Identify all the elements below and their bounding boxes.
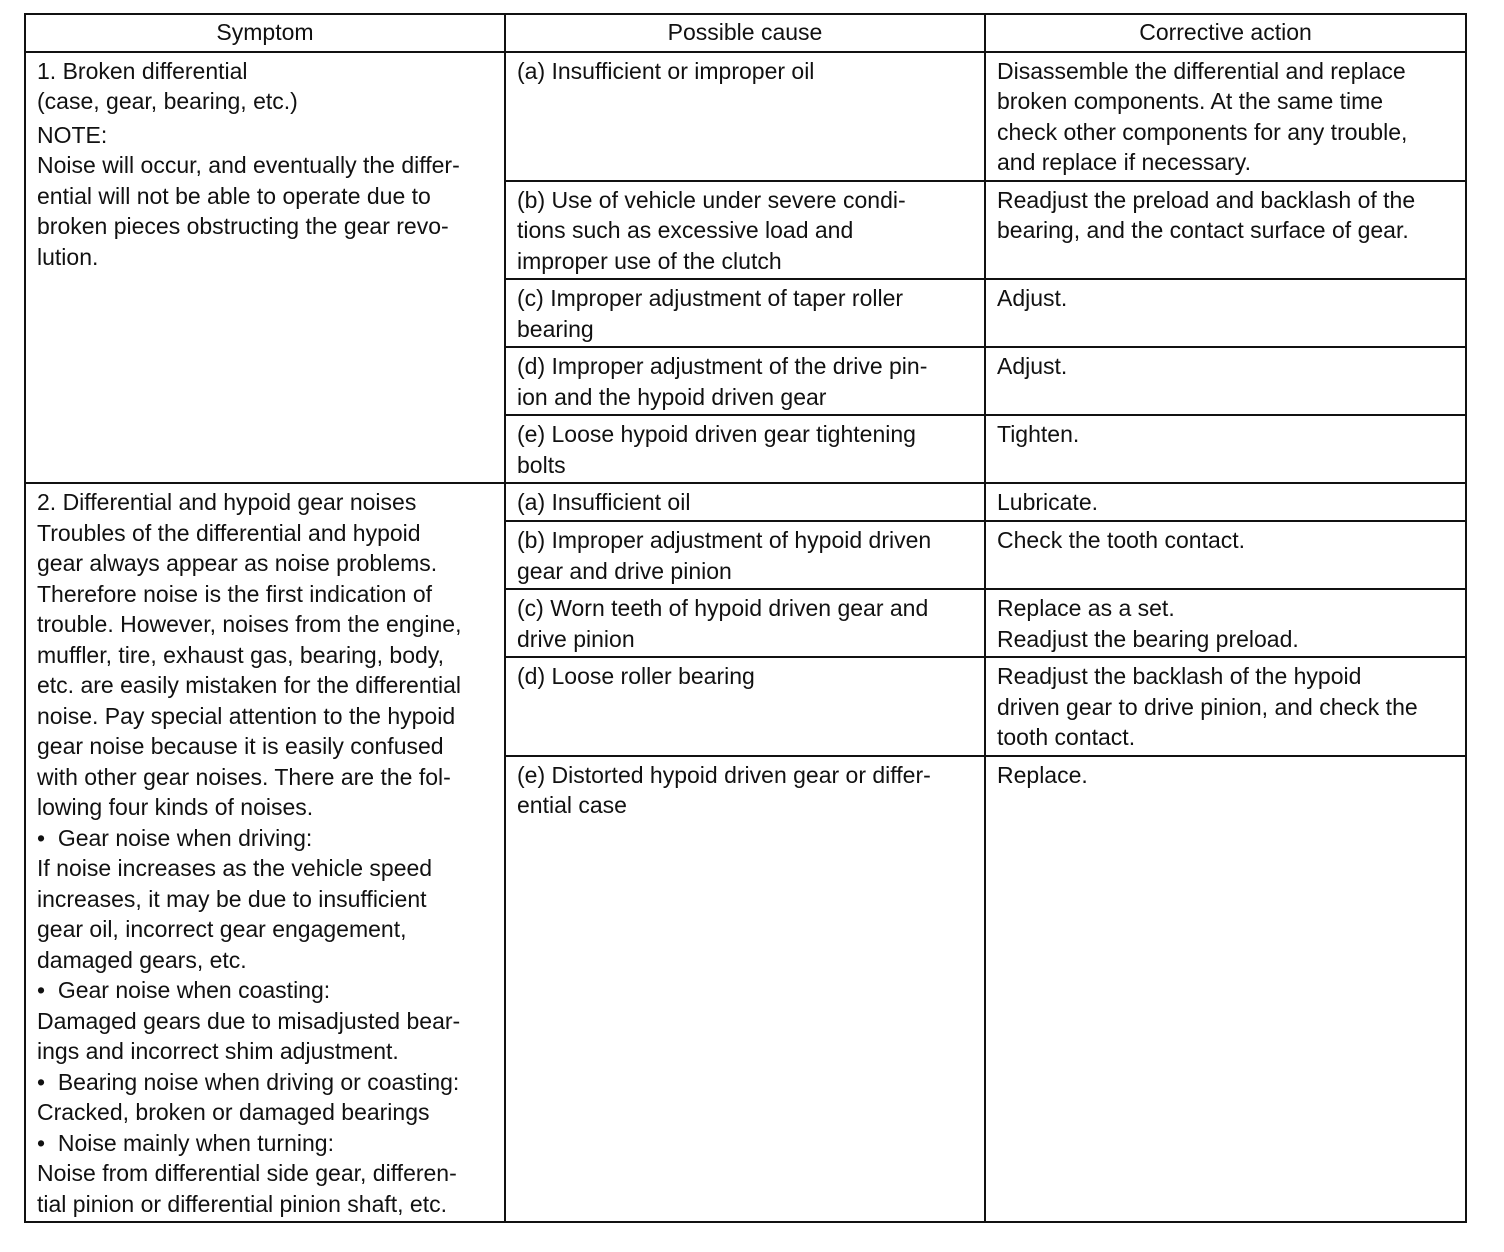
cause-line: improper use of the clutch: [517, 247, 782, 274]
cause-cell: [505, 52, 985, 181]
cause-cell: [505, 756, 985, 1223]
cause-cell: [505, 657, 985, 756]
possible-cause-header: Possible cause: [505, 14, 985, 52]
cause-cell: [505, 589, 985, 657]
symptom-cell-gear-noises: [25, 483, 505, 1222]
symptom-header: Symptom: [25, 14, 505, 52]
symptom-line: gear noise because it is easily confused: [37, 733, 444, 759]
note-line: ential will not be able to operate due to: [37, 182, 431, 209]
cause-line: tions such as excessive load and: [517, 217, 854, 243]
note-line: broken pieces obstructing the gear revo-: [37, 213, 449, 239]
action-line: bearing, and the contact surface of gear.: [997, 217, 1409, 243]
cause-line: (b) Improper adjustment of hypoid driven: [517, 527, 932, 553]
cause-line: drive pinion: [517, 625, 635, 652]
bullet-item: • Gear noise when coasting:: [37, 977, 331, 1003]
action-line: and replace if necessary.: [997, 149, 1251, 175]
action-cell: [985, 657, 1466, 756]
symptom-line: tial pinion or differential pinion shaft, etc.: [37, 1190, 447, 1217]
action-cell: [985, 52, 1466, 181]
symptom-line: Therefore noise is the first indication of: [37, 580, 433, 607]
symptom-line: Troubles of the differential and hypoid: [37, 519, 421, 546]
note-line: Noise will occur, and eventually the differ-: [37, 152, 460, 178]
symptom-line: 2. Differential and hypoid gear noises: [37, 489, 417, 515]
symptom-title-line: (case, gear, bearing, etc.): [37, 88, 298, 114]
action-line: driven gear to drive pinion, and check the: [997, 693, 1418, 720]
cause-line: (a) Insufficient oil: [517, 489, 691, 515]
cause-line: (d) Improper adjustment of the drive pin-: [517, 353, 928, 379]
action-cell: [985, 756, 1466, 1223]
action-line: broken components. At the same time: [997, 88, 1384, 114]
action-line: tooth contact.: [997, 724, 1136, 750]
action-cell: [985, 521, 1466, 589]
cause-cell: [505, 483, 985, 521]
action-cell: [985, 181, 1466, 280]
symptom-line: trouble. However, noises from the engine,: [37, 611, 462, 637]
symptom-line: If noise increases as the vehicle speed: [37, 855, 433, 881]
action-line: Replace.: [997, 761, 1088, 788]
cause-line: gear and drive pinion: [517, 557, 732, 584]
symptom-line: muffler, tire, exhaust gas, bearing, body,: [37, 641, 444, 668]
cause-cell: [505, 181, 985, 280]
action-line: check other components for any trouble,: [997, 118, 1408, 145]
cause-line: (e) Distorted hypoid driven gear or differ-: [517, 761, 931, 788]
cause-cell: [505, 521, 985, 589]
cause-cell: [505, 347, 985, 415]
symptom-line: ings and incorrect shim adjustment.: [37, 1038, 399, 1064]
action-line: Lubricate.: [997, 489, 1099, 515]
cause-line: ential case: [517, 792, 627, 818]
note-label: NOTE:: [37, 121, 108, 148]
symptom-line: Noise from differential side gear, differen-: [37, 1160, 457, 1186]
corrective-action-header: Corrective action: [985, 14, 1466, 52]
cause-line: (a) Insufficient or improper oil: [517, 57, 815, 84]
symptom-line: with other gear noises. There are the fol-: [37, 763, 451, 790]
cause-line: bearing: [517, 315, 594, 342]
cause-line: bolts: [517, 451, 566, 478]
table-row: [25, 483, 1466, 521]
action-line: Disassemble the differential and replace: [997, 57, 1406, 84]
action-line: Check the tooth contact.: [997, 527, 1246, 553]
symptom-line: gear always appear as noise problems.: [37, 550, 438, 576]
action-cell: [985, 589, 1466, 657]
header-row: [25, 14, 1466, 52]
cause-line: (b) Use of vehicle under severe condi-: [517, 186, 906, 213]
symptom-line: Damaged gears due to misadjusted bear-: [37, 1007, 461, 1034]
bullet-item: • Gear noise when driving:: [37, 824, 313, 851]
note-line: lution.: [37, 243, 99, 270]
cause-line: ion and the hypoid driven gear: [517, 383, 827, 410]
symptom-line: damaged gears, etc.: [37, 946, 247, 973]
symptom-cell-broken-differential: [25, 52, 505, 484]
action-line: Tighten.: [997, 421, 1080, 447]
action-cell: [985, 415, 1466, 483]
action-line: Readjust the backlash of the hypoid: [997, 663, 1362, 689]
cause-cell: [505, 279, 985, 347]
symptom-line: noise. Pay special attention to the hypoid: [37, 702, 456, 729]
symptom-title-line: 1. Broken differential: [37, 57, 248, 84]
symptom-line: increases, it may be due to insufficient: [37, 885, 427, 912]
cause-line: (d) Loose roller bearing: [517, 663, 755, 689]
action-line: Adjust.: [997, 285, 1068, 311]
symptom-line: etc. are easily mistaken for the differential: [37, 672, 462, 698]
cause-line: (e) Loose hypoid driven gear tightening: [517, 421, 916, 447]
cause-cell: [505, 415, 985, 483]
action-cell: [985, 483, 1466, 521]
cause-line: (c) Worn teeth of hypoid driven gear and: [517, 595, 929, 621]
troubleshooting-table: [24, 13, 1467, 1223]
bullet-item: • Noise mainly when turning:: [37, 1129, 334, 1156]
symptom-line: lowing four kinds of noises.: [37, 794, 314, 820]
symptom-line: Cracked, broken or damaged bearings: [37, 1099, 430, 1125]
action-cell: [985, 347, 1466, 415]
action-line: Readjust the preload and backlash of the: [997, 186, 1416, 213]
action-line: Adjust.: [997, 353, 1068, 379]
action-line: Readjust the bearing preload.: [997, 625, 1299, 652]
table-row: [25, 52, 1466, 181]
bullet-item: • Bearing noise when driving or coasting:: [37, 1068, 460, 1095]
cause-line: (c) Improper adjustment of taper roller: [517, 285, 904, 311]
action-line: Replace as a set.: [997, 595, 1175, 621]
symptom-line: gear oil, incorrect gear engagement,: [37, 916, 407, 942]
action-cell: [985, 279, 1466, 347]
